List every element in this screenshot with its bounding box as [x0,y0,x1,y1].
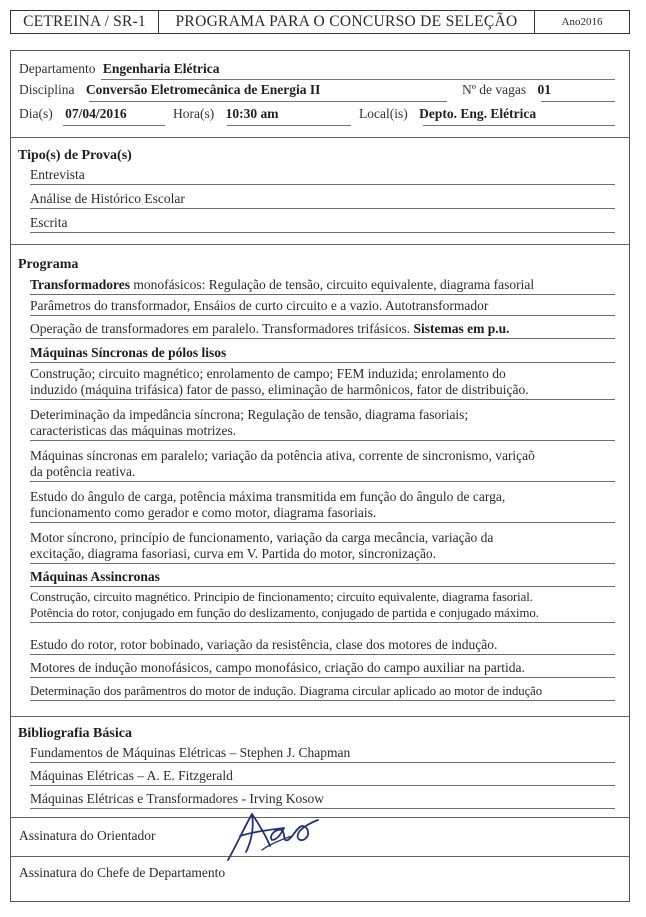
local-label: Local(is) [359,106,408,121]
programa-item [30,366,615,400]
tipo-item: Escrita [30,215,615,233]
tipo-item: Entrevista [30,167,615,185]
local-group [359,106,536,122]
departamento-value: Engenharia Elétrica [102,61,220,76]
item-line: excitação, diagrama fasoriasi, curva em V. Partida do motor, sincronização. [30,546,437,561]
programa-item [30,448,615,482]
programa-item: Determinação dos parâmentros do motor de indução. Diagrama circular aplicado ao motor de indução [30,683,615,701]
header-title: PROGRAMA PARA O CONCURSO DE SELEÇÃO [159,11,535,33]
divider [11,137,629,138]
departamento-row [19,61,617,77]
local-value: Depto. Eng. Elétrica [419,106,537,121]
bibliografia-item: Máquinas Elétricas e Transformadores - Irving Kosow [30,791,615,809]
item-line: Estudo do ângulo de carga, potência máxima transmitida em função do ângulo de carga, [30,489,506,504]
assinatura-orientador-label: Assinatura do Orientador [19,828,156,843]
header-unit: CETREINA / SR-1 [11,11,159,33]
programa-title: Programa [18,257,79,272]
form-header [10,10,630,34]
departamento-label: Departamento [19,61,96,76]
bibliografia-item: Máquinas Elétricas – A. E. Fitzgerald [30,768,615,786]
tipos-title: Tipo(s) de Prova(s) [18,148,132,163]
bibliografia-item: Fundamentos de Máquinas Elétricas – Stephen J. Chapman [30,745,615,763]
form-body [10,50,630,902]
item-line: Máquinas síncronas em paralelo; variação da potência ativa, corrente de sincronismo, variçaõ [30,448,535,463]
programa-item [30,321,615,339]
item-line: Construção; circuito magnético; enrolamento de campo; FEM induzida; enrolamento do [30,366,506,381]
topic-text: Operação de transformadores em paralelo. Transformadores trifásicos. [30,321,414,336]
disciplina-underline [89,101,447,102]
item-line: induzido (máquina trifásica) fator de passo, eliminação de harmônicos, fator de distribuição. [30,382,529,397]
divider [11,716,629,717]
programa-item [30,530,615,564]
programa-item: Motores de indução monofásicos, campo monofásico, criação do campo auxiliar na partida. [30,660,615,678]
hora-label: Hora(s) [173,106,215,121]
programa-item: Parâmetros do transformador, Ensáios de curto circuito e a vazio. Autotransformador [30,298,615,316]
item-line: funcionamento como gerador e como motor, diagrama fasoriais. [30,505,377,520]
item-line: Construção, circuito magnético. Principio de fincionamento; circuito equivalente, diagrama fasorial. [30,590,533,604]
vagas-value: 01 [537,82,552,97]
hora-underline [227,125,351,126]
dias-value: 07/04/2016 [65,106,127,121]
vagas-row [462,82,551,98]
vagas-label: Nº de vagas [462,82,527,97]
subsection-title-assincronas: Máquinas Assincronas [30,569,615,587]
programa-item [30,277,615,295]
vagas-underline [541,101,615,102]
item-line: da potência reativa. [30,464,136,479]
item-line: Deteriminação da impedância síncrona; Regulação de tensão, diagrama fasoriais; [30,407,469,422]
programa-item: Estudo do rotor, rotor bobinado, variação da resistência, clase dos motores de indução. [30,637,615,655]
departamento-underline [101,79,615,80]
item-line: Potência do rotor, conjugado em função do deslizamento, conjugado de partida e conjugado máximo. [30,606,539,620]
header-year: Ano2016 [561,16,603,28]
disciplina-label: Disciplina [19,82,75,97]
hora-group [173,106,278,122]
tipo-item: Análise de Histórico Escolar [30,191,615,209]
local-underline [423,125,615,126]
item-line: caracteristicas das máquinas motrizes. [30,423,237,438]
programa-item [30,489,615,523]
handwritten-signature [222,806,322,866]
dias-underline [63,125,165,126]
topic-bold: Sistemas em p.u. [413,321,510,336]
topic-text: monofásicos: Regulação de tensão, circuito equivalente, diagrama fasorial [130,277,535,292]
programa-item [30,407,615,441]
dias-label: Dia(s) [19,106,53,121]
bibliografia-title: Bibliografia Básica [18,726,132,741]
disciplina-value: Conversão Eletromecânica de Energia II [85,82,321,97]
programa-item [30,589,615,623]
item-line: Motor síncrono, princípio de funcionamento, variação da carga mecância, variação da [30,530,494,545]
assinatura-chefe-label: Assinatura do Chefe de Departamento [19,865,226,880]
subsection-title-sincronas: Máquinas Síncronas de pólos lisos [30,345,615,363]
topic-bold: Transformadores [30,277,130,292]
divider [11,244,629,245]
hora-value: 10:30 am [225,106,279,121]
